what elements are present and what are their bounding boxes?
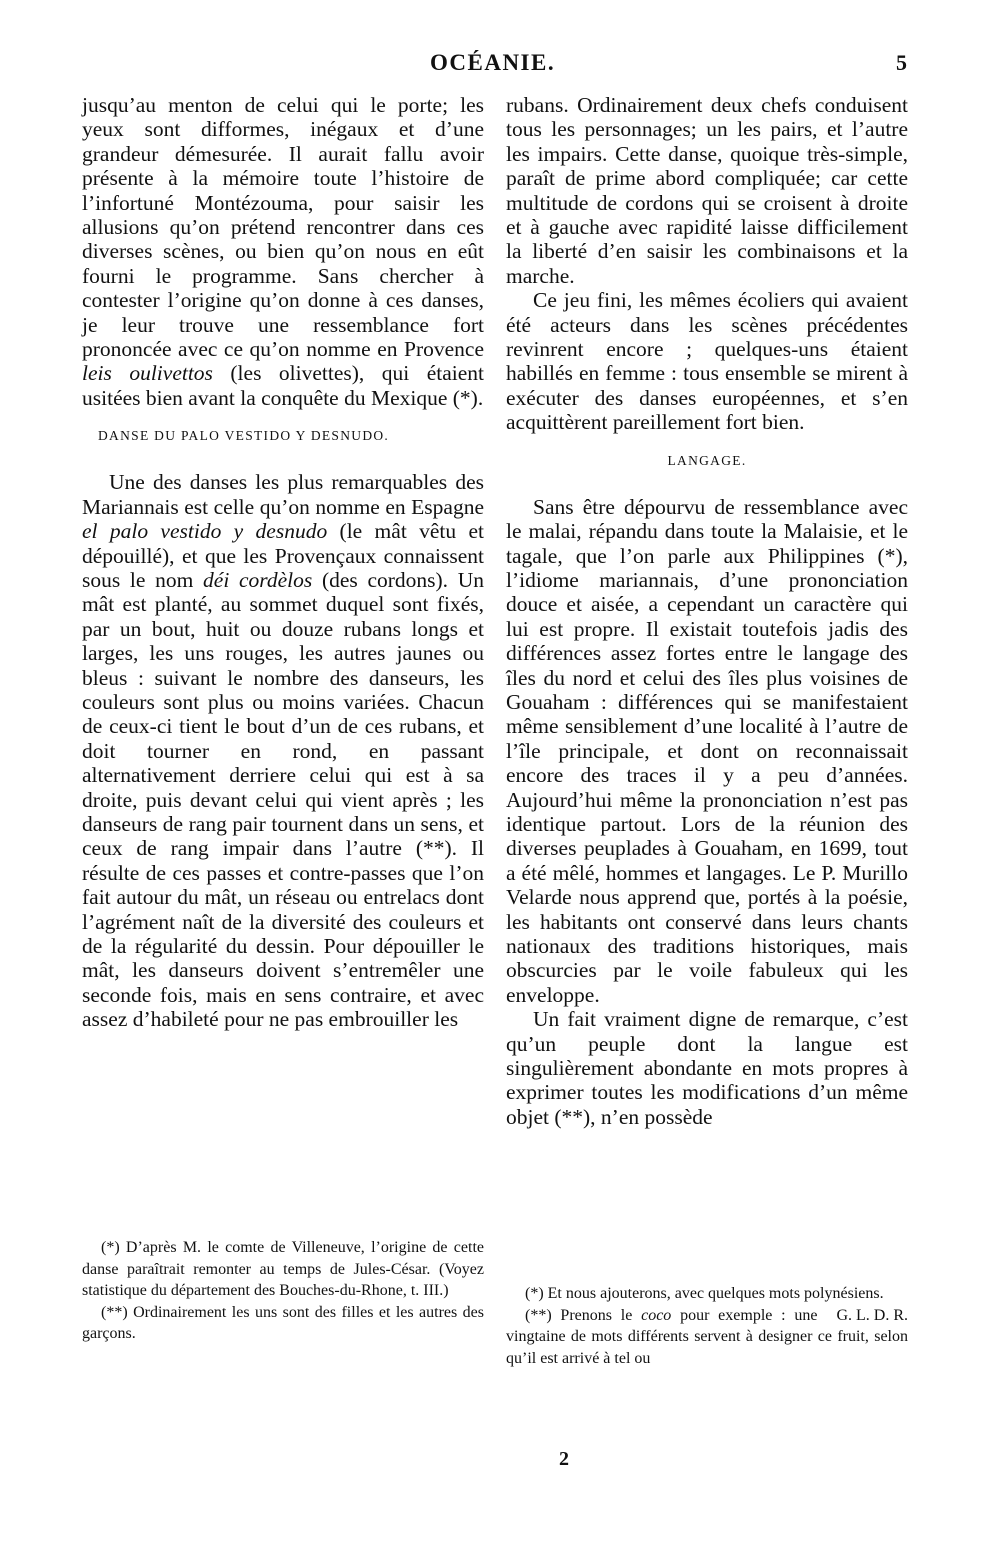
footnote: (**) Ordinairement les uns sont des filles et les autres des garçons. (82, 1303, 484, 1343)
page-number: 5 (896, 50, 907, 75)
right-column (506, 93, 908, 1129)
text-run: (**) Prenons le (525, 1306, 633, 1324)
paragraph: Un fait vraiment digne de remarque, c’est qu’un peuple dont la langue est singulièrement abondante en mots propres à exprimer toutes les modifications d’un même objet (**), n’en possède (506, 1007, 908, 1129)
paragraph: rubans. Ordinairement deux chefs conduisent tous les personnages; un les pairs, et l’autre les impairs. Cette danse, quoique très-simple, paraît de prime abord compliquée; car cette multitude de cordons qui se croisent à droite et à gauche avec rapidité laisse difficilement la liberté d’en saisir les combinaisons et la marche. (506, 93, 908, 288)
text-run: (les olivettes), qui étaient usitées bien avant la conquête du Mexique (*). (82, 361, 484, 410)
text-run: (*) Et nous ajouterons, avec quelques mots polynésiens. (525, 1285, 884, 1302)
section-heading: DANSE DU PALO VESTIDO Y DESNUDO. (98, 428, 390, 444)
paragraph (82, 470, 484, 1031)
footnote: (*) D’après M. le comte de Villeneuve, l’origine de cette danse paraîtrait remonter au temps de Jules-César. (Voyez statistique du département des Bouches-du-Rhone, t. III.) (82, 1239, 484, 1300)
italic-term: déi cordèlos (203, 567, 313, 592)
left-footnotes (82, 1237, 484, 1345)
text-run: (des cordons). Un mât est planté, au sommet duquel sont fixés, par un bout, huit ou douze rubans longs et larges, les uns rouges, les autres jaunes ou bleus : suivant le nombre des danseurs, les couleurs sont plus ou moins variées. Chacun de ceux-ci tient le bout d’un de ces rubans, et doit tourner en rond, en passant alternativement derriere celui qui est à sa droite, puis devant celui qui vient après ; les danseurs de rang pair tournent dans un sens, et ceux de rang impair dans l’autre (**). Il résulte de ces passes et contre-passes que l’on fait autour du mât, un réseau ou entrelacs dont l’agrément naît de la diversité des couleurs et de la régularité du dessin. Pour dépouiller le mât, les danseurs doivent s’entremêler une seconde fois, mais en sens contraire, et avec assez d’habileté pour ne pas embrouiller les (82, 567, 485, 1032)
paragraph: Sans être dépourvu de ressemblance avec le malai, répandu dans toute la Malaisie, et le tagale, que l’on parle aux Philippines (*), l’idiome mariannais, d’une prononciation douce et aisée, a cependant un caractère qui lui est propre. Il existait toutefois jadis des différences assez fortes entre le langage des îles du nord et celui des îles plus voisines de Gouaham : différences qui se manifestaient même sensiblement d’une localité à l’autre de l’île principale, et dont on reconnaissait encore des traces il y a peu d’années. Aujourd’hui même la prononciation n’est pas identique partout. Lors de la réunion des diverses peuplades à Gouaham, en 1699, tout a été mêlé, hommes et langages. Le P. Murillo Velarde nous apprend que, portés à la poésie, les habitants ont conservé dans leurs chants nationaux des traditions historiques, mais obscurcies par le voile fabuleux qui les enveloppe. (506, 494, 908, 1007)
footnote-signature: G. L. D. R. (836, 1306, 908, 1324)
printer-signature-mark: 2 (559, 1448, 569, 1470)
right-footnotes (506, 1283, 908, 1369)
italic-term: leis oulivettos (82, 361, 213, 386)
italic-term: el palo vestido y desnudo (82, 519, 328, 544)
text-run: jusqu’au menton de celui qui le porte; les yeux sont difformes, inégaux et d’une grandeur démesurée. Il aurait fallu avoir présente à la mémoire toute l’histoire de l’infortuné Montézouma, pour saisir les allusions qu’on prétend rencontrer dans ces diverses scènes, ou bien qu’on nous en eût fourni le programme. Sans chercher à contester l’origine qu’on donne à ces danses, je leur trouve une ressemblance fort prononcée avec ce qu’on nomme en Provence (82, 93, 484, 362)
page-header (0, 50, 1000, 82)
text-run: pour exemple : une vingtaine de mots différents servent à designer ce fruit, selon qu’il est arrivé à tel ou (506, 1306, 908, 1367)
left-column (82, 93, 484, 1032)
section-heading: LANGAGE. (667, 452, 747, 468)
paragraph (82, 93, 484, 410)
text-run: Une des danses les plus remarquables des Mariannais est celle qu’on nomme en Espagne (82, 470, 484, 519)
paragraph: Ce jeu fini, les mêmes écoliers qui avaient été acteurs dans les scènes précédentes revinrent encore ; quelques-uns étaient habillés en femme : tous ensemble se mirent à exécuter des danses européennes, et s’en acquittèrent pareillement fort bien. (506, 288, 908, 435)
running-title: OCÉANIE. (430, 50, 556, 75)
italic-term: coco (641, 1306, 672, 1324)
text-run: (le mât vêtu et dépouillé), et que les Provençaux connaissent sous le nom (82, 519, 485, 592)
